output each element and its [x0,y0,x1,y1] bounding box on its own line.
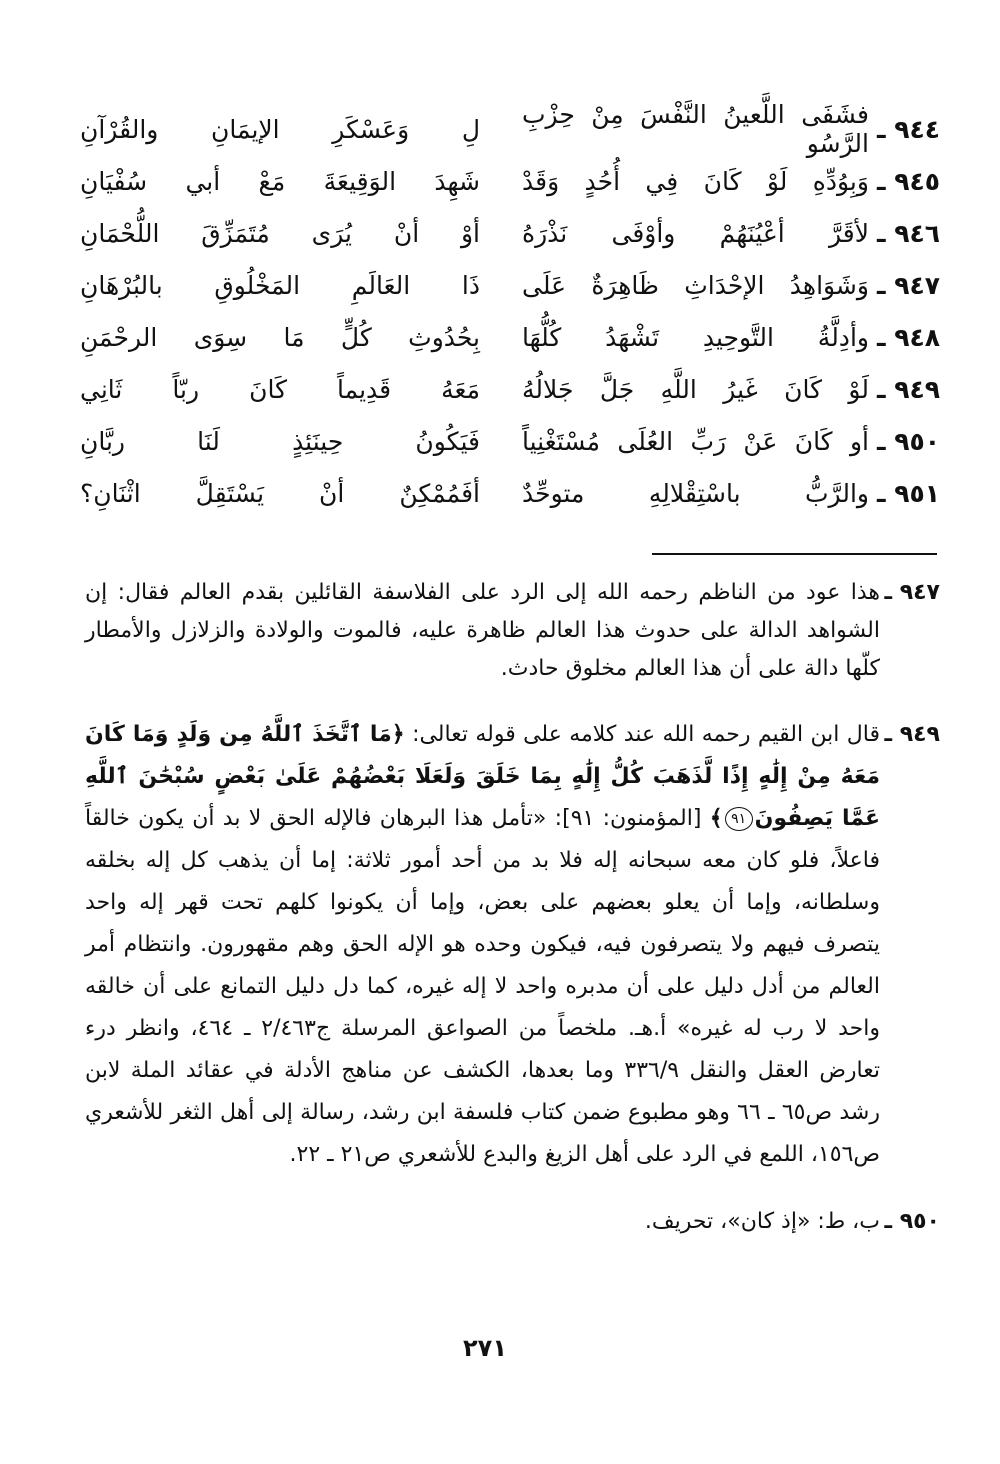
page-number: ٢٧١ [463,1334,507,1362]
verse-first-hemistich: والرَّبُّ باسْتِقْلالِهِ متوحِّدٌ [522,478,869,508]
verse-number: ٩٤٦ ـ [876,218,940,248]
verse-row [80,155,940,207]
footnote-text: [المؤمنون: ٩١]: «تأمل هذا البرهان فالإله الحق لا بد أن يكون خالقاً فاعلاً، فلو كان معه سبحانه إله فلا بد من أحد أمور ثلاثة: إما أن يذهب كل إله بخلقه وسلطانه، وإما أن يعلو بعضهم على بعض، وإما أن يكونوا كلهم تحت قهر إله واحد يتصرف فيهم ولا يتصرفون فيه، فيكون وحده هو الإله الحق وهم مقهورون. وانتظام أمر العالم من أدل دليل على أن مدبره واحد لا إله غيره، كما دل دليل التمانع على أن خالقه واحد لا رب له غيره» أ.هـ. ملخصاً من الصواعق المرسلة ج٢/٤٦٣ ـ ٤٦٤، وانظر درء تعارض العقل والنقل ٣٣٦/٩ وما بعدها، الكشف عن مناهج الأدلة في عقائد الملة لابن رشد ص٦٥ ـ ٦٦ وهو مطبوع ضمن كتاب فلسفة ابن رشد، رسالة إلى أهل الثغر للأشعري ص١٥٦، اللمع في الرد على أهل الزيغ والبدع للأشعري ص٢١ ـ ٢٢. [85,806,881,1167]
verse-row [80,415,940,467]
verse-number: ٩٥٠ ـ [876,426,940,456]
verse-second-hemistich: بِحُدُوثِ كُلٍّ مَا سِوَى الرحْمَنِ [80,322,480,352]
verse-row [80,363,940,415]
verse-second-hemistich: أفَمُمْكِنٌ أنْ يَسْتَقِلَّ اثْنَانِ؟ [80,478,480,508]
quran-closing-bracket: ﴾ [709,806,723,831]
footnote [85,1202,940,1242]
verse-second-hemistich: ذَا العَالَمِ المَخْلُوقِ بالبُرْهَانِ [80,270,480,300]
verse-number: ٩٤٥ ـ [876,166,940,196]
verse-first-hemistich: لأقَرَّ أعْيُنَهُمْ وأوْفَى نَذْرَهُ [522,218,869,248]
verse-second-hemistich: مَعَهُ قَدِيماً كَانَ ربّاً ثَانِي [80,374,480,404]
quran-verse-text: ﴿مَا ٱتَّخَذَ ٱللَّهُ مِن وَلَدٍ وَمَا كَانَ مَعَهُ مِنْ إِلَٰهٍ إِذًا لَّذَهَبَ كُلُّ إِلَٰهٍ بِمَا خَلَقَ وَلَعَلَا بَعْضُهُمْ عَلَىٰ بَعْضٍ سُبْحَٰنَ ٱللَّهِ عَمَّا يَصِفُونَ [85,722,880,831]
verse-first-hemistich: فشَفَى اللَّعينُ النَّفْسَ مِنْ حِزْبِ الرَّسُو [522,100,869,158]
ayah-number-marker: ٩١ [725,807,753,831]
poem-verses [80,100,940,519]
verse-number: ٩٤٤ ـ [876,114,940,144]
footnote [85,714,940,1176]
verse-number: ٩٥١ ـ [876,478,940,508]
verse-first-hemistich: وأدِلَّةُ التَّوحِيدِ تَشْهَدُ كُلُّهَا [522,322,869,352]
verse-first-hemistich: وَشَوَاهِدُ الإحْدَاثِ ظَاهِرَةٌ عَلَى [522,270,869,300]
verse-second-hemistich: فَيَكُونُ حِينَئِذٍ لَنَا ربَّانِ [80,426,480,456]
verse-row [80,467,940,519]
footnote-number: ٩٤٧ ـ [884,580,940,605]
footnotes-section [85,574,940,1242]
verse-row [80,100,940,158]
verse-second-hemistich: أوْ أنْ يُرَى مُتَمَزِّقَ اللُّحْمَانِ [80,218,480,248]
verse-row [80,311,940,363]
verse-second-hemistich: شَهِدَ الوَقِيعَةَ مَعْ أبي سُفْيَانِ [80,166,480,196]
footnote-text: هذا عود من الناظم رحمه الله إلى الرد على الفلاسفة القائلين بقدم العالم فقال: إن الشواهد الدالة على حدوث هذا العالم ظاهرة عليه، فالموت والولادة والزلازل والأمطار كلّها دالة على أن هذا العالم مخلوق حادث. [85,580,880,681]
verse-row [80,207,940,259]
verse-number: ٩٤٨ ـ [876,322,940,352]
verse-second-hemistich: لِ وَعَسْكَرِ الإيمَانِ والقُرْآنِ [80,114,480,144]
verse-first-hemistich: أو كَانَ عَنْ رَبِّ العُلَى مُسْتَغْنِياً [522,426,869,456]
verse-number: ٩٤٩ ـ [876,374,940,404]
footnote-text: ب، ط: «إذ كان»، تحريف. [644,1209,880,1234]
verse-number: ٩٤٧ ـ [876,270,940,300]
footnote-separator-rule [652,553,937,555]
footnote [85,574,940,688]
footnote-intro-text: قال ابن القيم رحمه الله عند كلامه على قوله تعالى: [412,722,880,747]
footnote-number: ٩٤٩ ـ [884,722,940,747]
verse-row [80,259,940,311]
verse-first-hemistich: وَبِوُدِّهِ لَوْ كَانَ فِي أُحُدٍ وَقَدْ [522,166,869,196]
verse-first-hemistich: لَوْ كَانَ غَيرُ اللَّهِ جَلَّ جَلالُهُ [522,374,869,404]
footnote-number: ٩٥٠ ـ [884,1209,940,1234]
